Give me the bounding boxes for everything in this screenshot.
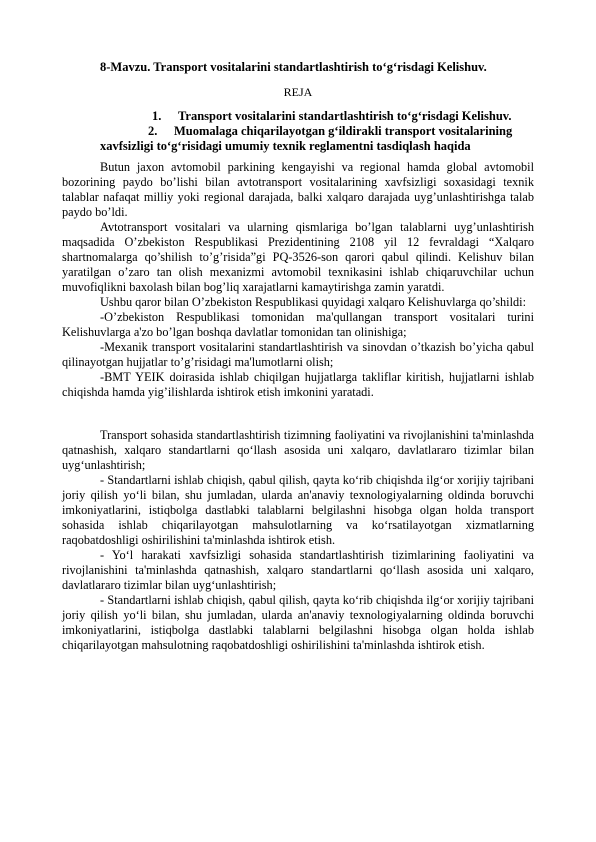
plan-item-text: Muomalaga chiqarilayotgan g‘ildirakli transport vositalarining: [174, 124, 513, 138]
body-paragraph: - Yo‘l harakati xavfsizligi sohasida standartlashtirish tizimlarining faoliyatini va rivojlanishini ta'minlashda qatnashish, xalqaro standartlarni qo‘llash asosida uni xalqaro, davlatlararo tizimlar bilan uyg‘unlashtirish;: [62, 548, 534, 592]
plan-item-text: Transport vositalarini standartlashtirish to‘g‘risdagi Kelishuv.: [178, 109, 512, 123]
plan-item-continuation: xavfsizligi to‘g‘risidagi umumiy texnik reglamentni tasdiqlash haqida: [100, 139, 471, 153]
body-paragraph: Transport sohasida standartlashtirish tizimning faoliyatini va rivojlanishini ta'minlashda qatnashish, xalqaro standartlarni qo‘llash asosida uni xalqaro, davlatlararo tizimlar bilan uyg‘unlashtirish;: [62, 428, 534, 472]
document-title: 8-Mavzu. Transport vositalarini standartlashtirish to‘g‘risdagi Kelishuv.: [100, 60, 487, 74]
plan-list: [62, 109, 534, 139]
body-paragraph: Ushbu qaror bilan O’zbekiston Respublikasi quyidagi xalqaro Kelishuvlarga qo’shildi:: [100, 295, 526, 309]
body-paragraph: - Standartlarni ishlab chiqish, qabul qilish, qayta ko‘rib chiqishda ilg‘or xorijiy tajribani joriy qilish yo‘li bilan, shu jumladan, ularda an'anaviy texnologiyalarning oldinda boruvchi imkoniyatlarini, istiqbolga dastlabki talablarni belgilashni hisobga olgan holda transport sohasida ishlab chiqarilayotgan mahsulotlarning va ko‘rsatilayotgan xizmatlarning raqobatdoshligi oshirilishini ta'minlashda ishtirok etish.: [62, 473, 534, 547]
plan-item-number: 1.: [152, 109, 162, 123]
body-paragraph: -Mexanik transport vositalarini standartlashtirish va sinovdan o’tkazish bo’yicha qabul qilinayotgan hujjatlar to’g’risidagi ma'lumotlarni olish;: [62, 340, 534, 369]
body-paragraph: Avtotransport vositalari va ularning qismlariga bo’lgan talablarni uyg’unlashtirish maqsadida O’zbekiston Respublikasi Prezidentining 2108 yil 12 fevraldagi “Xalqaro shartnomalarga qo’shilish to’g’risida”gi PQ-3526-son qarori qabul qilindi. Kelishuv bilan yaratilgan o’zaro tan olish mexanizmi avtomobil texnikasini ishlab chiqaruvchilar uchun muvofiqlikni baxolash bilan bog’liq xarajatlarni kamaytirishga zamin yaratdi.: [62, 220, 534, 294]
plan-item: [148, 124, 534, 139]
body-paragraph: -BMT YEIK doirasida ishlab chiqilgan hujjatlarga takliflar kiritish, hujjatlarni ishlab chiqishda hamda yig’ilishlarda ishtirok etish imkonini yaratadi.: [62, 370, 534, 399]
plan-heading: REJA: [283, 85, 313, 99]
plan-item: [152, 109, 534, 124]
plan-item-number: 2.: [148, 124, 158, 138]
document-page: [62, 60, 534, 653]
body-paragraph: Butun jaxon avtomobil parkining kengayishi va regional hamda global avtomobil bozorining paydo bo’lishi bilan avtotransport vositalarining xavfsizligi soxasidagi texnik talablar nafaqat milliy yoki regional darajada, balki xalqaro darajada uyg’unlashtirishga talab paydo bo’ldi.: [62, 160, 534, 219]
body-paragraph: - Standartlarni ishlab chiqish, qabul qilish, qayta ko‘rib chiqishda ilg‘or xorijiy tajribani joriy qilish yo‘li bilan, shu jumladan, ularda an'anaviy texnologiyalarning oldinda boruvchi imkoniyatlarini, istiqbolga dastlabki talablarni belgilashni hisobga olgan holda ishlab chiqarilayotgan mahsulotning raqobatdoshligi oshirilishini ta'minlashda ishtirok etish.: [62, 593, 534, 652]
section-spacer: [62, 400, 534, 428]
body-paragraph: -O’zbekiston Respublikasi tomonidan ma'qullangan transport vositalari turini Kelishuvlarga a'zo bo’lgan boshqa davlatlar tomonidan tan olinishiga;: [62, 310, 534, 339]
